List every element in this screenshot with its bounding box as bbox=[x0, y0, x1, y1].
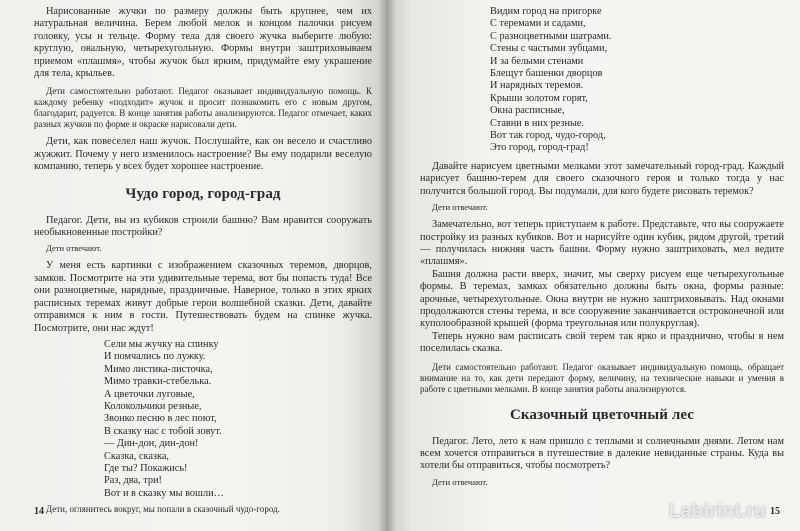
paragraph-beetle-drawing: Нарисованные жучки по размеру должны быть крупнее, чем их натуральная величина. Берем любой мелок и концом палочки рисуем головку, усы и тельце. Форму тела для своего жучка выберите любую: круглую, овальную, четырехугольную. Формы внутри заштриховываем приемом «плашмя», чтобы жучок был ярким, придумайте ему украшение для тела, крыльев. bbox=[34, 6, 372, 80]
poem-line: Сказка, сказка, bbox=[104, 450, 169, 462]
poem-line: — Дин-дон, дин-дон! bbox=[104, 438, 199, 450]
poem-line: Сели мы жучку на спинку bbox=[104, 338, 219, 350]
poem-line: Где ты? Покажись! bbox=[104, 462, 188, 474]
poem-line: Звонко песню в лес поют, bbox=[104, 413, 217, 425]
right-page bbox=[386, 0, 800, 531]
poem-line: Стены с частыми зубцами, bbox=[490, 43, 608, 55]
poem-line: Видим город на пригорке bbox=[490, 6, 602, 17]
paragraph-tower: Башня должна расти вверх, значит, мы сверху рисуем еще четырехугольные формы. В теремах, замках обязательно должны быть окна, формы разные: арочные, четырехугольные. Окна внутри не нужно заштриховывать. Над окнами продолжаются стены терема, и все сооружение заканчивается остроконечной или куполообразной крышей (форма треугольная или полукруглая). bbox=[420, 268, 784, 330]
poem-line: Крыши золотом горят, bbox=[490, 92, 588, 104]
poem-line: Мимо листика-листочка, bbox=[104, 363, 213, 375]
poem-line: Раз, два, три! bbox=[104, 475, 162, 487]
teacher-question: Педагог. Лето, лето к нам пришло с теплыми и солнечными днями. Летом нам всем хочется отправиться в путешествие в далекие невиданные страны. Куда вы хотели бы отправиться, чтобы посмотреть? bbox=[420, 435, 784, 472]
poem-line: Окна расписные, bbox=[490, 105, 565, 117]
closing-note: Дети, оглянитесь вокруг, мы попали в сказочный чудо-город. bbox=[46, 504, 280, 515]
poem-line: Это город, город-град! bbox=[490, 142, 589, 154]
paragraph-draw: Давайте нарисуем цветными мелками этот замечательный город-град. Каждый нарисует башню-терем для своего сказочного героя и только тогда у нас получится большой город. Вы подумали, для кого будете рисовать теремок? bbox=[420, 160, 784, 197]
section-heading: Сказочный цветочный лес bbox=[509, 406, 695, 423]
left-page bbox=[0, 0, 386, 531]
poem bbox=[34, 339, 372, 500]
children-answer: Дети отвечают. bbox=[432, 476, 488, 487]
poem-line: И помчались по лужку. bbox=[104, 351, 206, 363]
children-answer: Дети отвечают. bbox=[432, 202, 488, 213]
teacher-question: Педагог. Дети, вы из кубиков строили башню? Вам нравится сооружать необыкновенные постройки? bbox=[34, 214, 372, 239]
paragraph-start: Замечательно, вот теперь приступаем к работе. Представьте, что вы сооружаете постройку из разных кубиков. Вот и нарисуйте один кубик, рядом другой, третий — получилась нижняя часть башни. Форму нужно заштриховать, мел ведите «плашмя». bbox=[420, 219, 784, 268]
children-answer: Дети отвечают. bbox=[46, 243, 102, 254]
poem-line: В сказку нас с тобой зовут. bbox=[104, 425, 222, 437]
poem-line: Ставни в них резные. bbox=[490, 117, 585, 129]
poem-line: Вот так город, чудо-город, bbox=[490, 130, 606, 142]
watermark: Labirint.ru bbox=[668, 501, 766, 522]
paragraph-pictures: У меня есть картинки с изображением сказочных теремов, дворцов, замков. Посмотрите на эти удивительные терема, вот бы попасть туда! Все они разноцветные, нарядные, праздничные. Наверное, только в этих ярких расписных теремах живут добрые герои волшебной сказки. Дети, давайте отправимся к ним в гости. Путешествовать будем на спинке жучка. Посмотрите, они нас ждут! bbox=[34, 260, 372, 334]
work-note: Дети самостоятельно работают. Педагог оказывает индивидуальную помощь, обращает внимание на то, как дети передают форму, величину, на технические навыки и умения в работе с цветными мелками. В конце занятия работы анализируются. bbox=[420, 361, 784, 394]
poem-line: С разноцветными шатрами. bbox=[490, 30, 612, 42]
section-heading: Чудо город, город-град bbox=[125, 185, 281, 202]
poem-line: Мимо травки-стебелька. bbox=[104, 376, 212, 388]
paragraph-joy: Дети, как повеселел наш жучок. Послушайте, как он весело и счастливо жужжит. Почему у него изменилось настроение? Вы ему подарили веселую компанию, теперь у всех будет хорошее настроение. bbox=[34, 136, 372, 173]
poem bbox=[420, 6, 784, 155]
poem-line: Вот и в сказку мы вошли… bbox=[104, 487, 224, 499]
poem-line: И за белыми стенами bbox=[490, 55, 584, 67]
page-number: 15 bbox=[770, 506, 780, 517]
work-note: Дети самостоятельно работают. Педагог оказывает индивидуальную помощь. К каждому ребенку «подходит» жучок и просит познакомить его с новым другом, благодарит, радуется. В конце занятия работы анализируются. Педагог отмечает, каких разных жучков по форме и окраске нарисовали дети. bbox=[34, 86, 372, 130]
paragraph-bright: Теперь нужно вам расписать свой терем так ярко и празднично, чтобы в нем поселилась сказка. bbox=[420, 330, 784, 355]
poem-line: Колокольчики резные, bbox=[104, 400, 202, 412]
poem-line: А цветочки луговые, bbox=[104, 388, 195, 400]
poem-line: С теремами и садами, bbox=[490, 18, 586, 30]
poem-line: И нарядных теремов. bbox=[490, 80, 584, 92]
poem-line: Блещут башенки дворцов bbox=[490, 68, 603, 80]
page-number: 14 bbox=[34, 506, 44, 517]
